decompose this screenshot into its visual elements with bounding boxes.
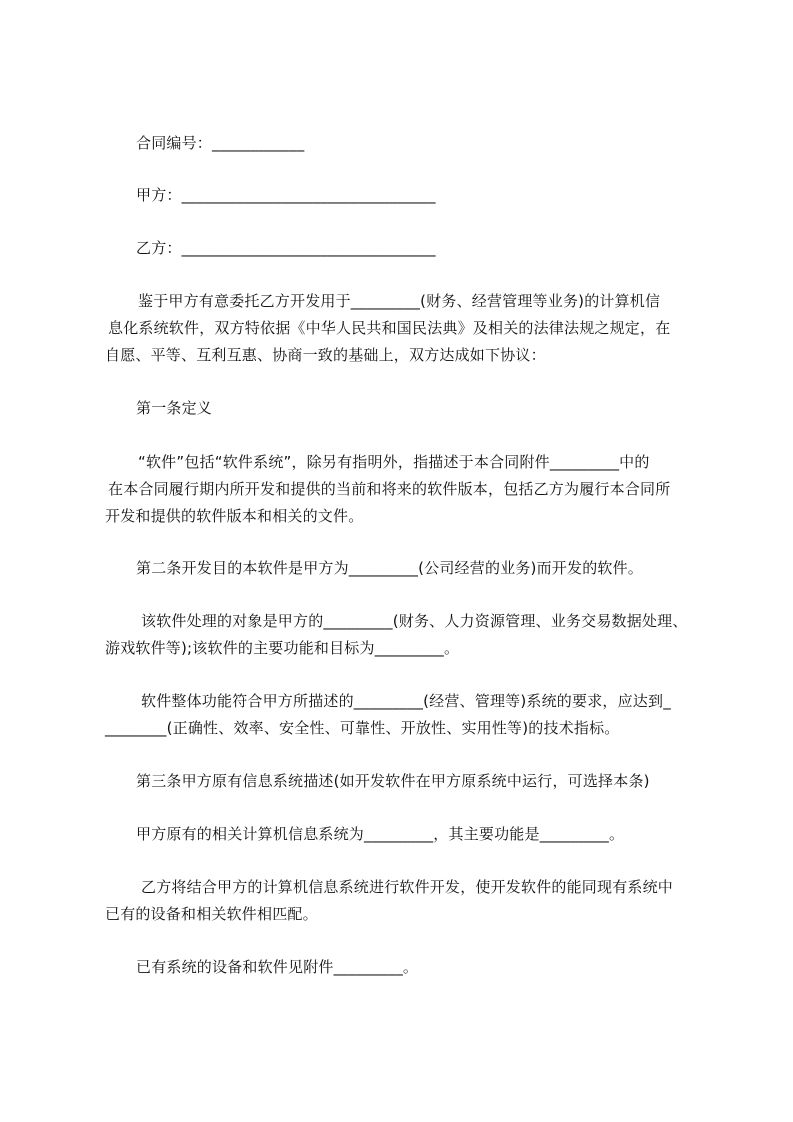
preamble-line-3: 自愿、平等、互利互惠、协商一致的基础上，双方达成如下协议： [105,346,546,364]
article-2-para-2-line-1: 软件整体功能符合甲方所描述的_________(经营、管理等)系统的要求，应达到_ [141,692,671,710]
article-3-para-2-line-2: 已有的设备和相关软件相匹配。 [105,905,318,923]
article-1-title: 第一条定义 [136,399,213,417]
article-2-title: 第二条开发目的本软件是甲方为_________(公司经营的业务)而开发的软件。 [136,559,644,577]
article-2-para-1-line-2: 游戏软件等);该软件的主要功能和目标为_________。 [105,639,460,657]
party-b: 乙方：_________________________________ [136,239,436,257]
article-1-line-1: “软件”包括“软件系统”，除另有指明外，指描述于本合同附件_________中的 [138,453,650,471]
contract-number: 合同编号：____________ [136,134,305,152]
article-3-title: 第三条甲方原有信息系统描述(如开发软件在甲方原系统中运行，可选择本条) [136,772,650,790]
article-3-para-2-line-1: 乙方将结合甲方的计算机信息系统进行软件开发，使开发软件的能同现有系统中 [141,878,674,896]
party-a: 甲方：_________________________________ [136,186,436,204]
preamble-line-1: 鉴于甲方有意委托乙方开发用于_________(财务、经营管理等业务)的计算机信 [138,292,661,310]
article-1-line-2: 在本合同履行期内所开发和提供的当前和将来的软件版本，包括乙方为履行本合同所 [108,480,671,498]
article-3-para-1: 甲方原有的相关计算机信息系统为_________，其主要功能是_________。 [136,825,625,843]
article-2-para-2-line-2: ________(正确性、效率、安全性、可靠性、开放性、实用性等)的技术指标。 [105,719,620,737]
article-1-line-3: 开发和提供的软件版本和相关的文件。 [105,507,364,525]
article-3-para-3: 已有系统的设备和软件见附件_________。 [136,958,419,976]
article-2-para-1-line-1: 该软件处理的对象是甲方的_________(财务、人力资源管理、业务交易数据处理、 [141,612,688,630]
preamble-line-2: 息化系统软件，双方特依据《中华人民共和国民法典》及相关的法律法规之规定，在 [108,319,671,337]
